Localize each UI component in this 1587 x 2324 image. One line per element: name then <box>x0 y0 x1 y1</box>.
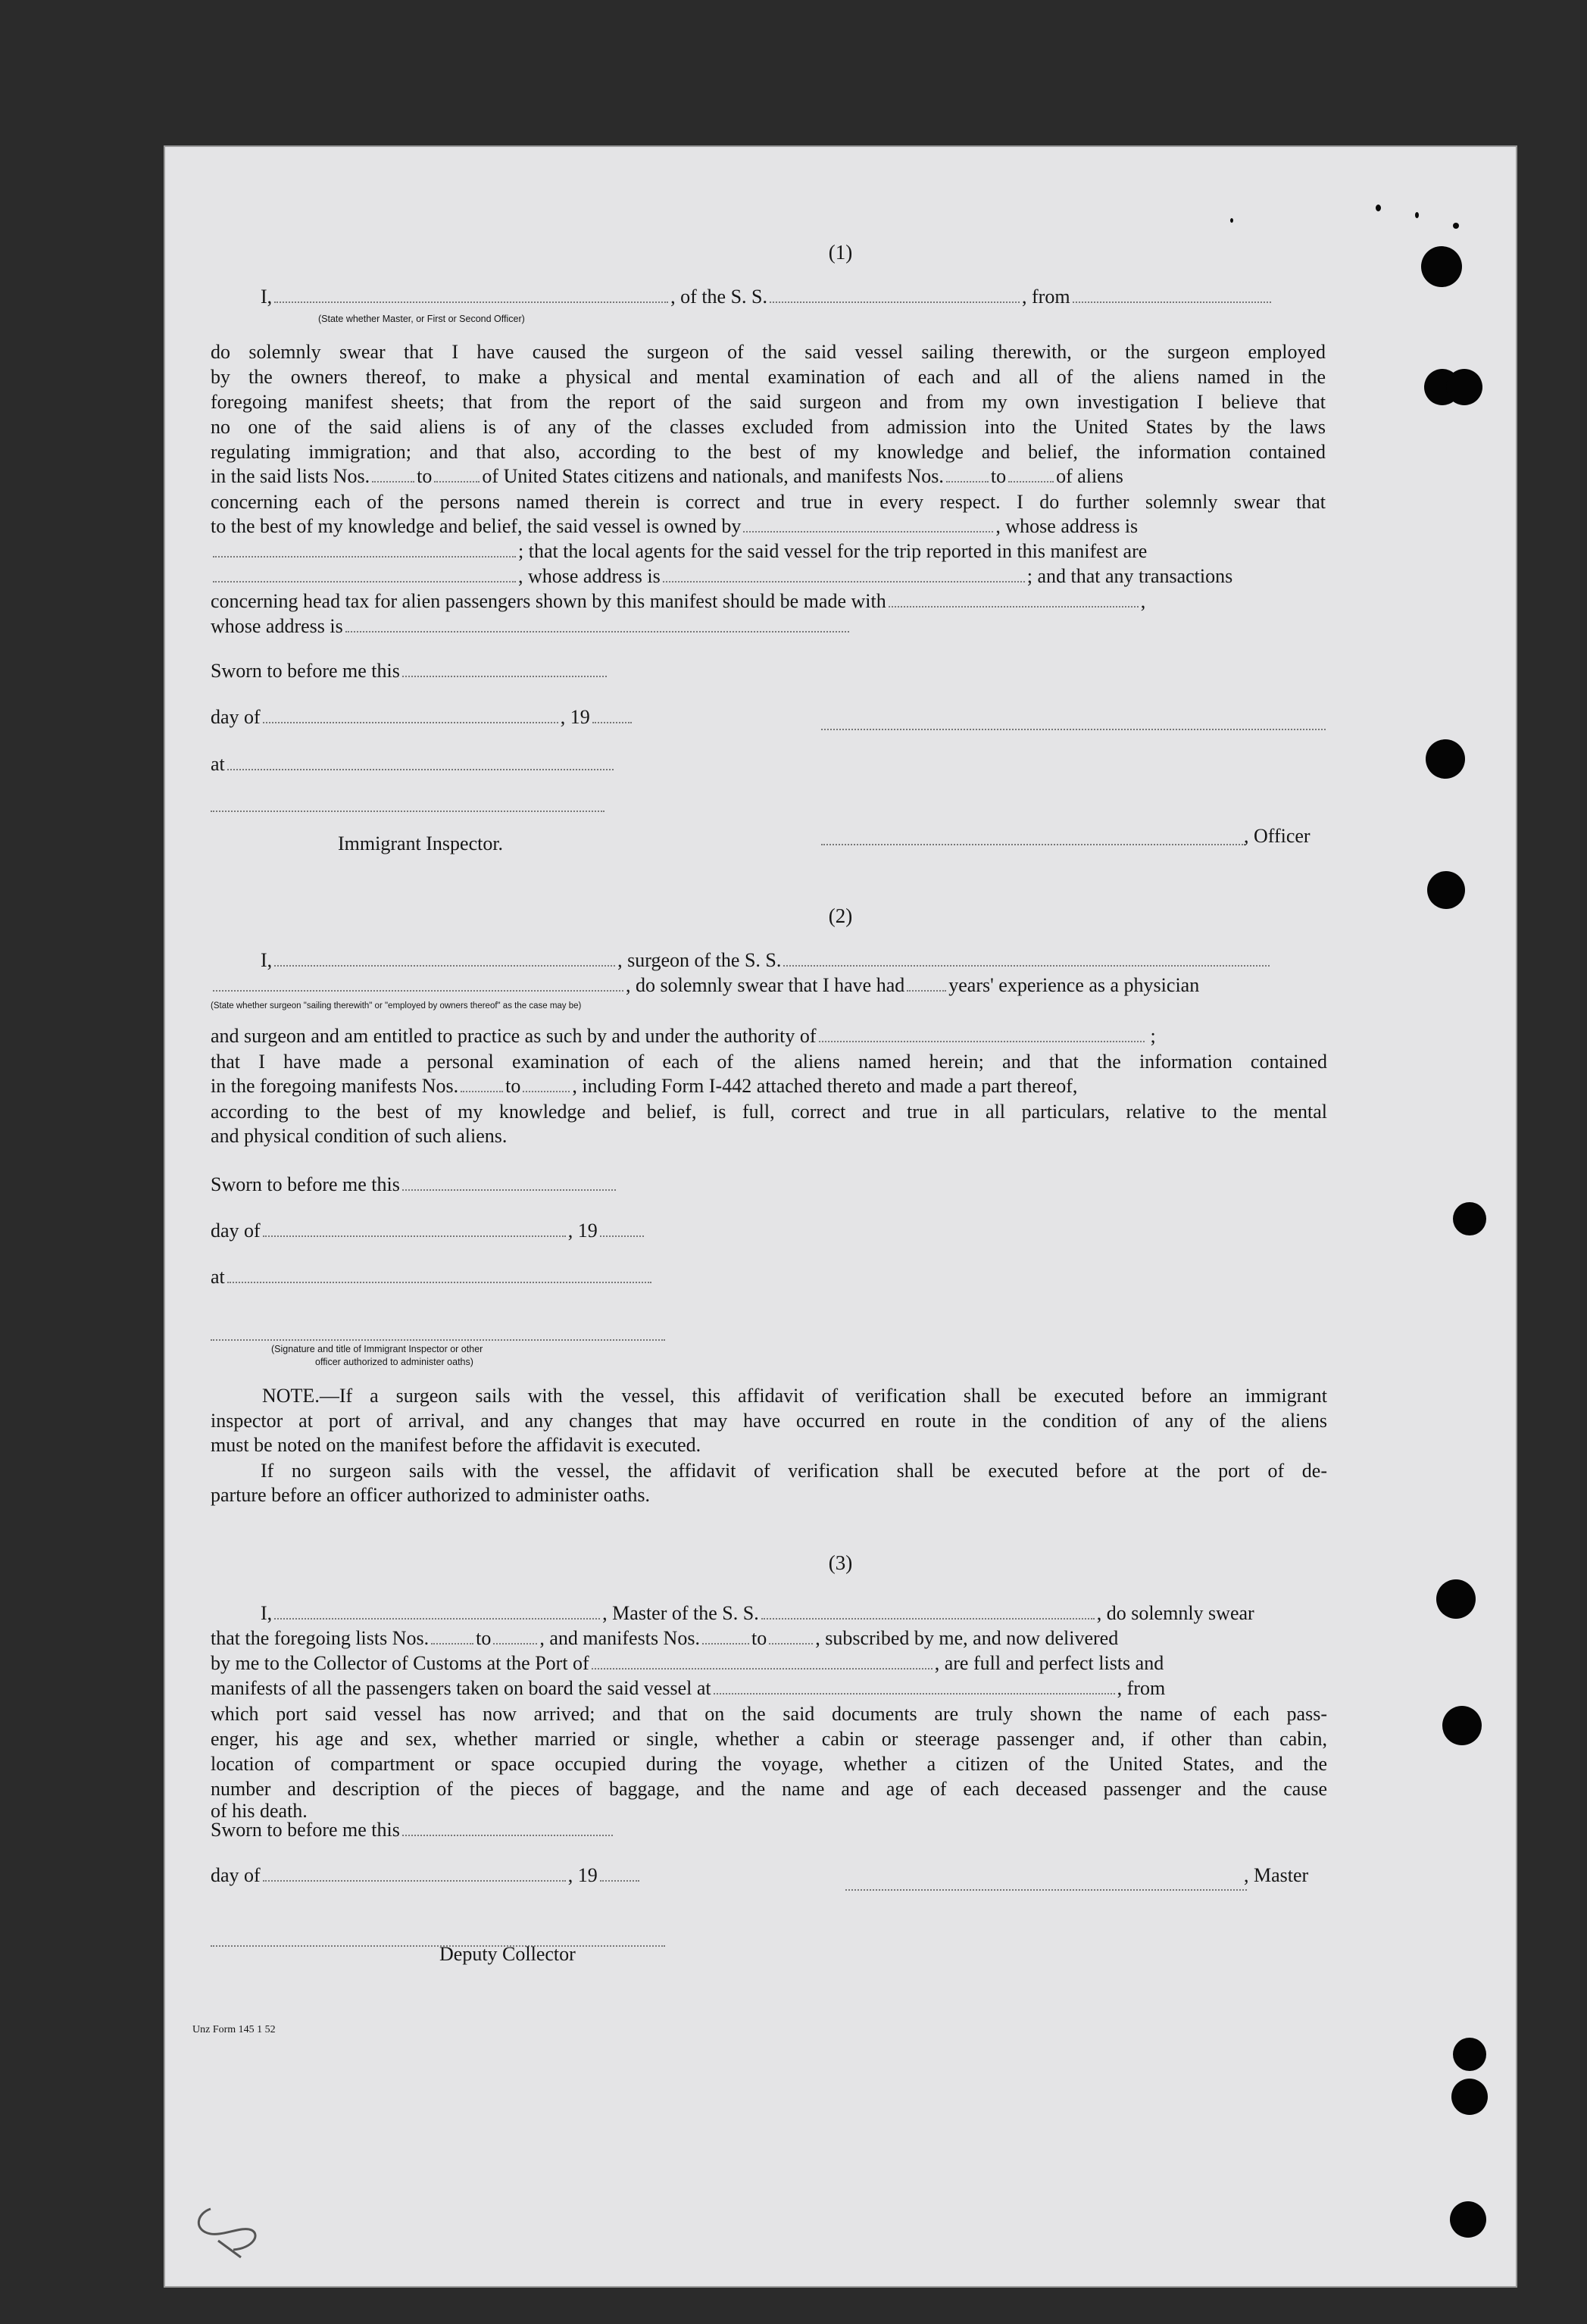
vessel-name-field[interactable] <box>770 285 1020 303</box>
agents-field[interactable] <box>213 564 516 583</box>
signature-line-inspector[interactable] <box>211 1338 665 1341</box>
paragraph-line: and physical condition of such aliens. <box>211 1125 508 1147</box>
place-line: at <box>211 752 616 776</box>
manifest-affidavit-sheet <box>164 145 1517 2288</box>
paragraph-line: according to the best of my knowledge and belief, is full, correct and true in all particulars, relative to the mental <box>211 1101 1327 1123</box>
sworn-line: Sworn to before me this <box>211 659 609 683</box>
affidavit-line: ; that the local agents for the said vessel for the trip reported in this manifest are <box>211 539 1147 564</box>
paragraph-line: that I have made a personal examination of each of the aliens named herein; and that the information contained <box>211 1051 1327 1073</box>
paragraph-line: no one of the said aliens is of any of the classes excluded from admission into the United States by the laws <box>211 416 1326 438</box>
departure-port-field[interactable] <box>714 1676 1115 1695</box>
affidavit-line: and surgeon and am entitled to practice as such by and under the authority of ; <box>211 1025 1156 1047</box>
year-field[interactable] <box>600 1219 644 1237</box>
month-field[interactable] <box>263 1863 566 1882</box>
affidavit-line: I, , Master of the S. S. , do solemnly swear <box>261 1602 1254 1624</box>
date-line: day of , 19 <box>211 1219 646 1243</box>
vessel-name-field[interactable] <box>761 1601 1095 1620</box>
years-field[interactable] <box>907 973 946 992</box>
affidavit-line: manifests of all the passengers taken on board the said vessel at , from <box>211 1677 1166 1699</box>
signature-line-inspector[interactable] <box>211 809 604 812</box>
binder-hole <box>1453 1202 1486 1235</box>
list-to-field[interactable] <box>434 464 480 483</box>
deputy-collector-title: Deputy Collector <box>439 1943 576 1965</box>
port-field[interactable] <box>1073 285 1271 303</box>
field-caption: (State whether surgeon "sailing therewith" or "employed by owners thereof" as the case may be) <box>211 1001 582 1011</box>
affidavit-line: I, , surgeon of the S. S. <box>261 948 1272 973</box>
manifest-from-field[interactable] <box>702 1626 749 1645</box>
inspector-title: Immigrant Inspector. <box>338 832 504 854</box>
affidavit-line: , whose address is ; and that any transactions <box>211 564 1232 589</box>
note-line: must be noted on the manifest before the affidavit is executed. <box>211 1434 701 1456</box>
paragraph-line: which port said vessel has now arrived; and that on the said documents are truly shown the name of each pass- <box>211 1703 1327 1725</box>
field-caption: (State whether Master, or First or Second Officer) <box>318 314 525 324</box>
paragraph-line: of his death. <box>211 1800 308 1822</box>
paragraph-line: regulating immigration; and that also, according to the best of my knowledge and belief, the information contained <box>211 441 1326 463</box>
binder-hole <box>1451 2079 1488 2115</box>
paragraph-line: enger, his age and sex, whether married or single, whether a cabin or steerage passenger and, if other than cabin, <box>211 1728 1327 1750</box>
note-line: parture before an officer authorized to administer oaths. <box>211 1484 650 1506</box>
month-field[interactable] <box>263 705 558 723</box>
surgeon-name-field[interactable] <box>274 948 615 967</box>
year-field[interactable] <box>592 705 632 723</box>
list-to-field[interactable] <box>493 1626 537 1645</box>
binder-hole <box>1450 2201 1486 2238</box>
surgeon-status-field[interactable] <box>213 973 623 992</box>
agents-address-field[interactable] <box>663 564 1025 583</box>
binder-hole <box>1453 2038 1486 2071</box>
sworn-line: Sworn to before me this <box>211 1818 615 1842</box>
sworn-day-field[interactable] <box>402 659 607 677</box>
list-from-field[interactable] <box>431 1626 473 1645</box>
affidavit-line: concerning head tax for alien passengers shown by this manifest should be made with , <box>211 590 1146 612</box>
binder-hole <box>1446 369 1482 405</box>
date-line: day of , 19 <box>211 1863 642 1888</box>
master-name-field[interactable] <box>274 1601 600 1620</box>
form-number: Unz Form 145 1 52 <box>192 2024 276 2035</box>
affidavit-line: in the foregoing manifests Nos. to , including Form I-442 attached thereto and made a part thereof, <box>211 1075 1078 1097</box>
paragraph-line: concerning each of the persons named therein is correct and true in every respect. I do further solemnly swear that <box>211 491 1326 513</box>
signature-caption: (Signature and title of Immigrant Inspector or other <box>271 1344 483 1354</box>
signature-caption: officer authorized to administer oaths) <box>315 1357 473 1367</box>
paragraph-line: by the owners thereof, to make a physical and mental examination of each and all of the aliens named in the <box>211 366 1326 388</box>
manifest-from-field[interactable] <box>461 1074 503 1092</box>
affidavit-line: that the foregoing lists Nos. to , and manifests Nos. to , subscribed by me, and now delivered <box>211 1627 1119 1649</box>
date-line: day of , 19 <box>211 705 634 729</box>
sworn-day-field[interactable] <box>402 1818 613 1836</box>
place-field[interactable] <box>227 1265 651 1283</box>
authority-field[interactable] <box>819 1024 1145 1042</box>
headtax-agent-field[interactable] <box>889 589 1139 608</box>
list-from-field[interactable] <box>372 464 414 483</box>
sworn-line: Sworn to before me this <box>211 1173 618 1197</box>
affidavit-line: , do solemnly swear that I have had years' experience as a physician <box>211 973 1199 998</box>
signature-line-officer-name[interactable] <box>821 842 1245 845</box>
place-field[interactable] <box>227 752 614 770</box>
affidavit-line: by me to the Collector of Customs at the Port of , are full and perfect lists and <box>211 1652 1164 1674</box>
binder-hole <box>1427 871 1465 909</box>
owner-field[interactable] <box>743 514 993 533</box>
month-field[interactable] <box>263 1219 566 1237</box>
vessel-name-field[interactable] <box>783 948 1270 967</box>
section-number: (1) <box>828 241 853 264</box>
place-line: at <box>211 1265 654 1289</box>
signature-line-master[interactable] <box>845 1888 1247 1891</box>
manifest-to-field[interactable] <box>769 1626 813 1645</box>
affidavit-line: in the said lists Nos. to of United States citizens and nationals, and manifests Nos. to of aliens <box>211 465 1123 487</box>
note-line: If no surgeon sails with the vessel, the affidavit of verification shall be executed before at the port of de- <box>261 1460 1327 1482</box>
section-number: (3) <box>828 1551 853 1574</box>
affidavit-line: I, , of the S. S. , from <box>261 285 1273 309</box>
binder-hole <box>1426 739 1465 779</box>
note-line: inspector at port of arrival, and any changes that may have occurred en route in the condition of any of the aliens <box>211 1410 1327 1432</box>
port-of-entry-field[interactable] <box>592 1651 933 1670</box>
master-title: , Master <box>1244 1864 1309 1886</box>
ink-speck <box>1230 218 1233 223</box>
signature-line-officer[interactable] <box>821 727 1326 730</box>
manifest-to-field[interactable] <box>1008 464 1054 483</box>
sworn-day-field[interactable] <box>402 1173 616 1191</box>
binder-hole <box>1436 1579 1476 1619</box>
name-field[interactable] <box>274 285 668 303</box>
headtax-address-field[interactable] <box>345 614 849 633</box>
paragraph-line: location of compartment or space occupied during the voyage, whether a citizen of the United States, and the <box>211 1753 1327 1775</box>
ink-speck <box>1453 223 1459 229</box>
manifest-to-field[interactable] <box>523 1074 570 1092</box>
ink-speck <box>1376 205 1381 211</box>
paragraph-line: foregoing manifest sheets; that from the report of the said surgeon and from my own investigation I believe that <box>211 391 1326 413</box>
manifest-from-field[interactable] <box>946 464 989 483</box>
paragraph-line: do solemnly swear that I have caused the surgeon of the said vessel sailing therewith, or the surgeon employed <box>211 341 1326 363</box>
signature-line-collector[interactable] <box>211 1944 665 1947</box>
section-number: (2) <box>828 904 853 927</box>
year-field[interactable] <box>600 1863 639 1882</box>
binder-hole <box>1442 1706 1482 1745</box>
affidavit-line: whose address is <box>211 614 851 639</box>
paragraph-line: number and description of the pieces of baggage, and the name and age of each deceased passenger and the cause <box>211 1778 1327 1800</box>
affidavit-line: to the best of my knowledge and belief, the said vessel is owned by , whose address is <box>211 515 1139 537</box>
note-line: NOTE.—If a surgeon sails with the vessel, this affidavit of verification shall be executed before an immigrant <box>262 1385 1327 1407</box>
officer-title: , Officer <box>1244 825 1311 847</box>
ink-speck <box>1415 212 1419 218</box>
owner-address-field[interactable] <box>213 539 516 558</box>
handwritten-mark-icon <box>188 2195 271 2263</box>
